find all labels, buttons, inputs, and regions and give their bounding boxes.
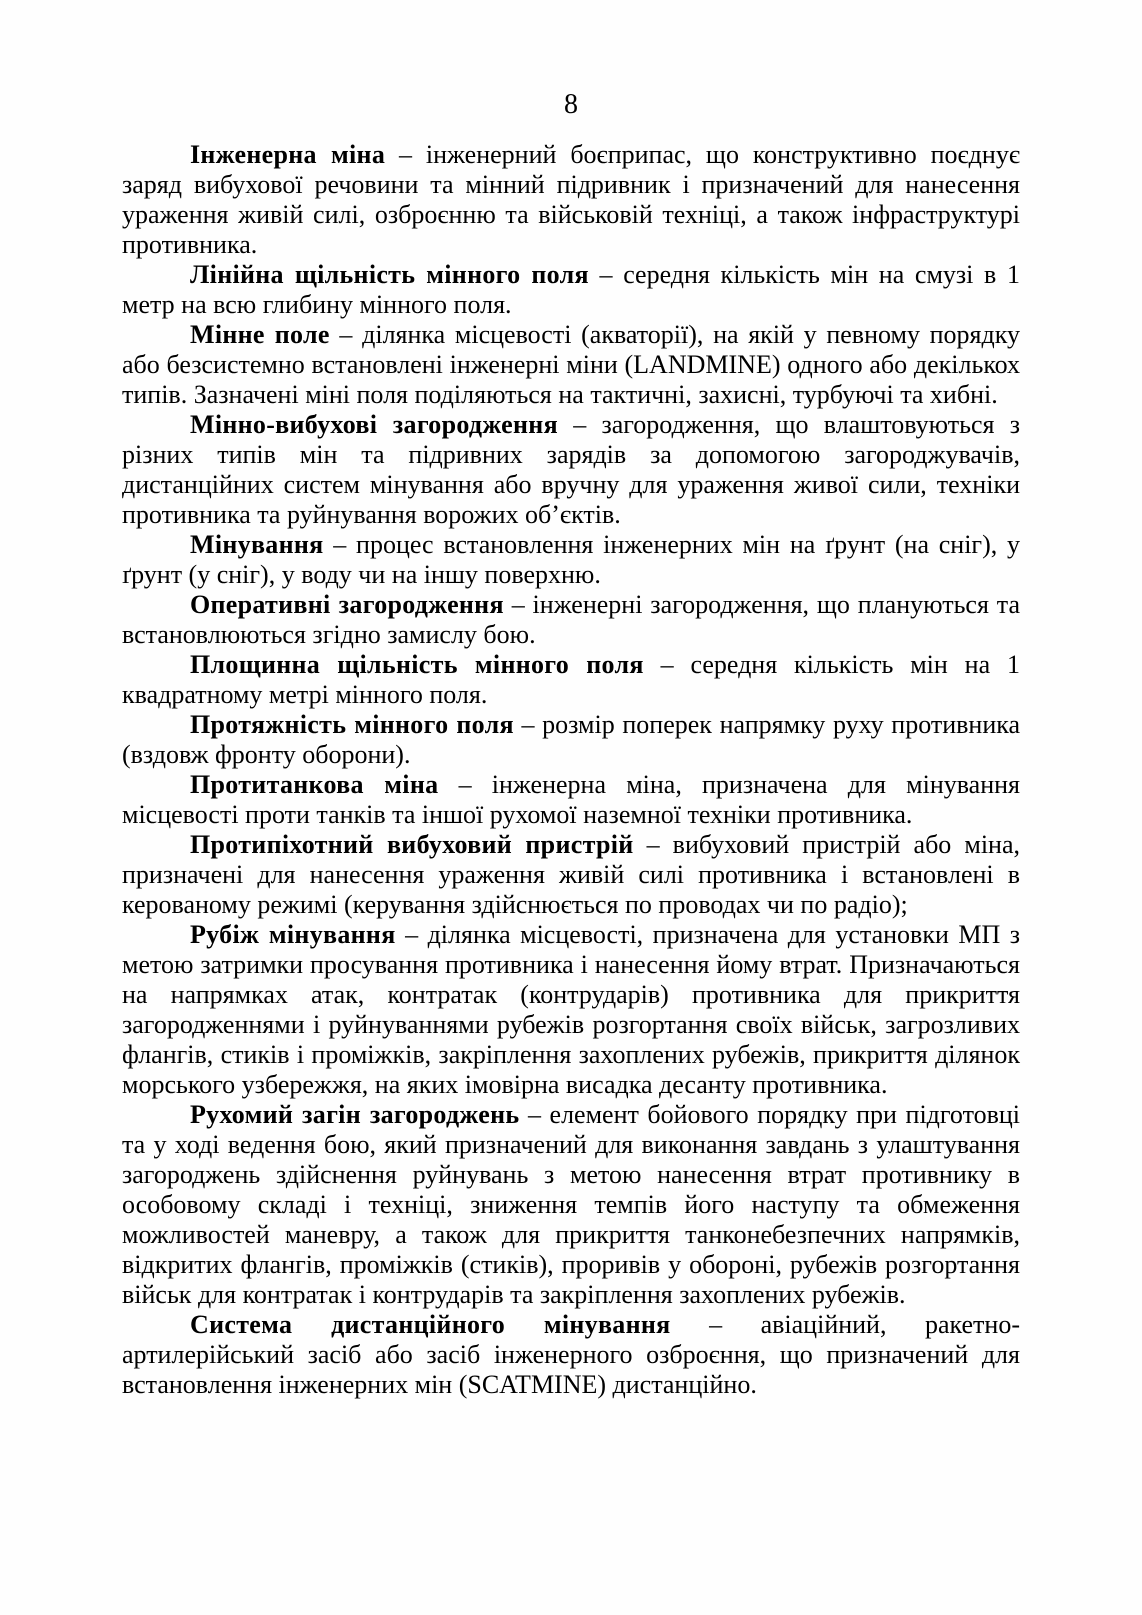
definition-body: – розмір поперек напрямку руху противника (вздовж фронту оборони). bbox=[122, 710, 1021, 769]
definition-term: Рухомий загін загороджень bbox=[190, 1100, 520, 1129]
definition-paragraph bbox=[122, 530, 1020, 590]
definition-body: – загородження, що влаштовуються з різних типів мін та підривних зарядів за допомогою загороджувачів, дистанційних систем мінування або вручну для ураження живої сили, техніки противника та руйнування ворожих об’єктів. bbox=[122, 410, 1020, 529]
definition-body: – вибуховий пристрій або міна, призначені для нанесення ураження живій силі противника і встановлені в керованому режимі (керування здійснюється по проводах чи по радіо); bbox=[122, 830, 1020, 919]
definition-body: – середня кількість мін на смузі в 1 метр на всю глибину мінного поля. bbox=[122, 260, 1020, 319]
definition-term: Лінійна щільність мінного поля bbox=[190, 260, 589, 289]
definition-body: – середня кількість мін на 1 квадратному метрі мінного поля. bbox=[122, 650, 1020, 709]
definition-body: – інженерний боєприпас, що конструктивно поєднує заряд вибухової речовини та мінний підривник і призначений для нанесення ураження живій силі, озброєнню та військовій техніці, а також інфраструктурі противника. bbox=[122, 140, 1020, 259]
definition-term: Рубіж мінування bbox=[190, 920, 396, 949]
definition-body: – ділянка місцевості (акваторії), на якій у певному порядку або безсистемно встановлені інженерні міни (LANDMINE) одного або декількох типів. Зазначені міні поля поділяються на тактичні, захисні, турбуючі та хибні. bbox=[122, 320, 1021, 409]
definition-term: Площинна щільність мінного поля bbox=[190, 650, 644, 679]
definition-paragraph bbox=[122, 1310, 1020, 1400]
definition-term: Інженерна міна bbox=[190, 140, 386, 169]
definition-term: Протитанкова міна bbox=[190, 770, 439, 799]
page-number: 8 bbox=[564, 89, 578, 120]
definition-term: Мінне поле bbox=[190, 320, 330, 349]
definition-paragraph bbox=[122, 1100, 1020, 1310]
definition-term: Мінно-вибухові загородження bbox=[190, 410, 558, 439]
definition-body: – ділянка місцевості, призначена для установки МП з метою затримки просування противника і нанесення йому втрат. Призначаються на напрямках атак, контратак (контрударів) противника для прикриття загородженнями і руйнуваннями рубежів розгортання своїх військ, загрозливих флангів, стиків і проміжків, закріплення захоплених рубежів, прикриття ділянок морського узбережжя, на яких імовірна висадка десанту противника. bbox=[122, 920, 1020, 1099]
definition-paragraph bbox=[122, 770, 1020, 830]
definition-body: – інженерна міна, призначена для мінування місцевості проти танків та іншої рухомої наземної техніки противника. bbox=[122, 770, 1020, 829]
definition-body: – авіаційний, ракетно-артилерійський засіб або засіб інженерного озброєння, що призначений для встановлення інженерних мін (SCATMINE) дистанційно. bbox=[122, 1310, 1020, 1399]
definition-body: – процес встановлення інженерних мін на ґрунт (на сніг), у ґрунт (у сніг), у воду чи на іншу поверхню. bbox=[122, 530, 1020, 589]
definition-term: Оперативні загородження bbox=[190, 590, 504, 619]
definition-paragraph bbox=[122, 590, 1020, 650]
definition-paragraph bbox=[122, 920, 1020, 1100]
definition-paragraph bbox=[122, 410, 1020, 530]
definition-body: – інженерні загородження, що плануються та встановлюються згідно замислу бою. bbox=[122, 590, 1021, 649]
definition-term: Протяжність мінного поля bbox=[190, 710, 514, 739]
definition-paragraph bbox=[122, 830, 1020, 920]
definition-term: Мінування bbox=[190, 530, 324, 559]
definition-paragraph bbox=[122, 650, 1020, 710]
document-body bbox=[122, 140, 1020, 1400]
definition-paragraph bbox=[122, 320, 1020, 410]
definition-body: – елемент бойового порядку при підготовці та у ході ведення бою, який призначений для виконання завдань з улаштування загороджень здійснення руйнувань з метою нанесення втрат противнику в особовому складі і техніці, зниження темпів його наступу та обмеження можливостей маневру, а також для прикриття танконебезпечних напрямків, відкритих флангів, проміжків (стиків), проривів у обороні, рубежів розгортання військ для контратак і контрударів та закріплення захоплених рубежів. bbox=[122, 1100, 1021, 1309]
definition-paragraph bbox=[122, 710, 1020, 770]
definition-paragraph bbox=[122, 140, 1020, 260]
definition-term: Система дистанційного мінування bbox=[190, 1310, 671, 1339]
definition-term: Протипіхотний вибуховий пристрій bbox=[190, 830, 634, 859]
definition-paragraph bbox=[122, 260, 1020, 320]
